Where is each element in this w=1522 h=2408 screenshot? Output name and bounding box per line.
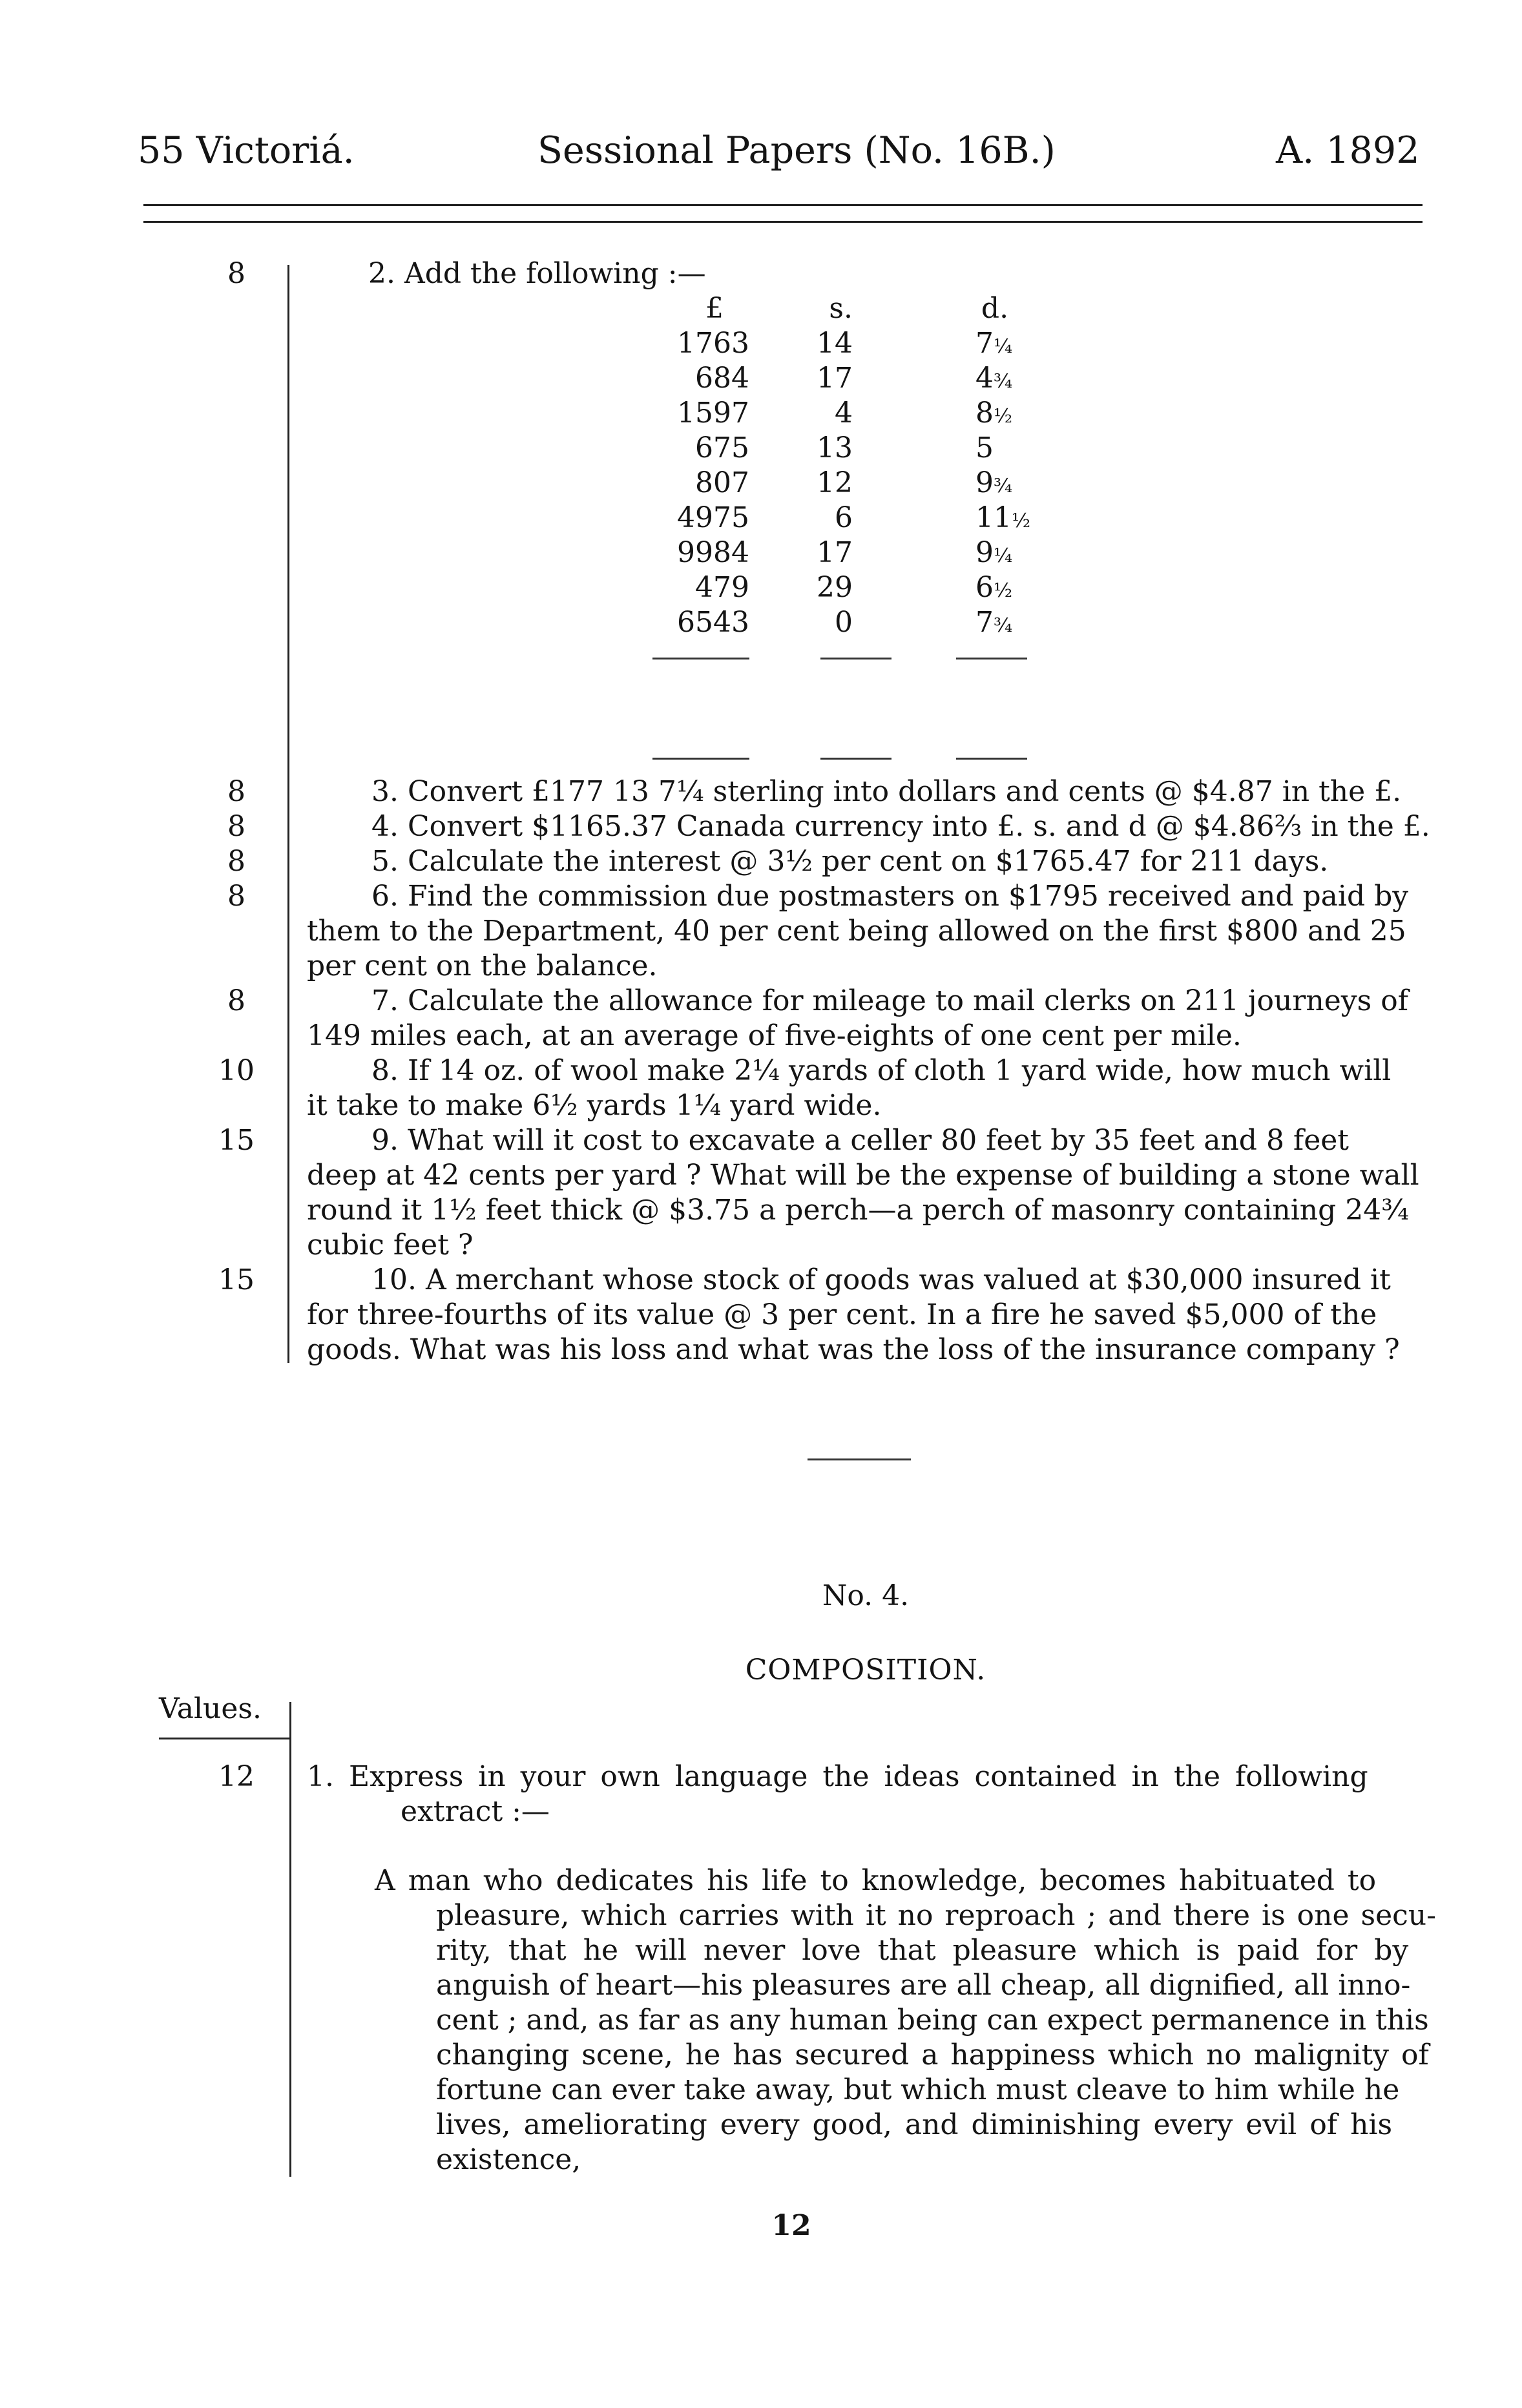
question-6: 6. Find the commission due postmasters on $1795 received and paid by xyxy=(371,880,1409,913)
question-2-title: 2. Add the following :— xyxy=(368,257,706,290)
question-6-cont: them to the Department, 40 per cent being allowed on the first $800 and 25 xyxy=(307,915,1406,948)
margin-line-section2 xyxy=(289,1702,291,2177)
margin-value: 15 xyxy=(218,1263,255,1296)
question-10: 10. A merchant whose stock of goods was valued at $30,000 insured it xyxy=(371,1263,1391,1296)
amount-pence: 9¾ xyxy=(975,466,1013,499)
margin-value: 8 xyxy=(227,984,245,1017)
section-separator xyxy=(808,1458,911,1460)
margin-value: 8 xyxy=(227,775,245,808)
margin-value: 8 xyxy=(227,845,245,878)
margin-value: 12 xyxy=(218,1760,255,1793)
values-label: Values. xyxy=(159,1692,262,1725)
total-rule-pounds xyxy=(652,758,749,760)
extract-line: existence, xyxy=(436,2143,581,2176)
amount-shillings: 14 xyxy=(817,327,853,360)
amount-pounds: 4975 xyxy=(677,501,749,534)
page-number: 12 xyxy=(771,2209,811,2242)
amount-shillings: 29 xyxy=(817,571,853,604)
amount-pounds: 675 xyxy=(695,431,749,464)
extract-line: anguish of heart—his pleasures are all cheap, all dignified, all inno- xyxy=(436,1969,1411,2002)
col-header-shillings: s. xyxy=(829,292,853,325)
margin-value: 15 xyxy=(218,1124,255,1157)
amount-pounds: 1763 xyxy=(677,327,749,360)
header-rule-top xyxy=(143,204,1423,206)
amount-pounds: 807 xyxy=(695,466,749,499)
total-rule-pence xyxy=(956,758,1027,760)
question-9-cont: deep at 42 cents per yard ? What will be the expense of building a stone wall xyxy=(307,1159,1419,1192)
margin-value: 10 xyxy=(218,1054,255,1087)
amount-pence: 8½ xyxy=(975,397,1013,430)
amount-pence: 5 xyxy=(975,431,994,464)
extract-line: cent ; and, as far as any human being can expect permanence in this xyxy=(436,2004,1429,2037)
amount-pence: 11½ xyxy=(975,501,1031,534)
amount-shillings: 17 xyxy=(817,362,853,395)
amount-pounds: 1597 xyxy=(677,397,749,430)
amount-shillings: 0 xyxy=(835,606,853,639)
amount-pounds: 479 xyxy=(695,571,749,604)
question-10-cont: goods. What was his loss and what was the loss of the insurance company ? xyxy=(307,1333,1400,1366)
amount-pounds: 6543 xyxy=(677,606,749,639)
margin-value: 8 xyxy=(227,810,245,843)
amount-pence: 7¾ xyxy=(975,606,1013,639)
extract-line: rity, that he will never love that pleasure which is paid for by xyxy=(436,1934,1409,1967)
question-8-cont: it take to make 6½ yards 1¼ yard wide. xyxy=(307,1089,882,1122)
section-number: No. 4. xyxy=(822,1579,910,1612)
values-rule xyxy=(159,1738,289,1739)
question-7-cont: 149 miles each, at an average of five-eights of one cent per mile. xyxy=(307,1019,1242,1052)
amount-pence: 6½ xyxy=(975,571,1013,604)
amount-shillings: 12 xyxy=(817,466,853,499)
extract-line: pleasure, which carries with it no reproach ; and there is one secu- xyxy=(436,1899,1436,1932)
extract-line: A man who dedicates his life to knowledge, becomes habituated to xyxy=(375,1864,1377,1897)
margin-value: 8 xyxy=(227,880,245,913)
composition-question-1: 1. Express in your own language the ideas contained in the following xyxy=(307,1760,1368,1793)
question-9: 9. What will it cost to excavate a celler 80 feet by 35 feet and 8 feet xyxy=(371,1124,1349,1157)
extract-line: changing scene, he has secured a happiness which no malignity of xyxy=(436,2039,1429,2071)
sum-rule-pounds xyxy=(652,658,749,659)
total-rule-shillings xyxy=(820,758,891,760)
section-title: COMPOSITION. xyxy=(745,1654,986,1687)
amount-pounds: 9984 xyxy=(677,536,749,569)
question-7: 7. Calculate the allowance for mileage to mail clerks on 211 journeys of xyxy=(371,984,1408,1017)
question-8: 8. If 14 oz. of wool make 2¼ yards of cloth 1 yard wide, how much will xyxy=(371,1054,1392,1087)
col-header-pence: d. xyxy=(981,292,1009,325)
composition-question-1-cont: extract :— xyxy=(401,1795,550,1828)
header-right: A. 1892 xyxy=(1276,129,1420,172)
amount-pounds: 684 xyxy=(695,362,749,395)
margin-value: 8 xyxy=(227,257,245,290)
amount-pence: 7¼ xyxy=(975,327,1013,360)
header-rule-bottom xyxy=(143,221,1423,223)
question-3: 3. Convert £177 13 7¼ sterling into dollars and cents @ $4.87 in the £. xyxy=(371,775,1402,808)
sum-rule-pence xyxy=(956,658,1027,659)
amount-shillings: 6 xyxy=(835,501,853,534)
amount-shillings: 4 xyxy=(835,397,853,430)
header-center: Sessional Papers (No. 16B.) xyxy=(537,129,1056,172)
question-10-cont: for three-fourths of its value @ 3 per cent. In a fire he saved $5,000 of the xyxy=(307,1298,1377,1331)
extract-line: fortune can ever take away, but which must cleave to him while he xyxy=(436,2073,1400,2106)
header-left: 55 Victoriá. xyxy=(138,129,355,172)
question-9-cont: cubic feet ? xyxy=(307,1229,474,1261)
sum-rule-shillings xyxy=(820,658,891,659)
col-header-pounds: £ xyxy=(705,292,724,325)
question-4: 4. Convert $1165.37 Canada currency into £. s. and d @ $4.86⅔ in the £. xyxy=(371,810,1430,843)
extract-line: lives, ameliorating every good, and diminishing every evil of his xyxy=(436,2108,1393,2141)
amount-shillings: 17 xyxy=(817,536,853,569)
question-6-cont: per cent on the balance. xyxy=(307,950,658,982)
question-9-cont: round it 1½ feet thick @ $3.75 a perch—a perch of masonry containing 24¾ xyxy=(307,1194,1409,1227)
question-5: 5. Calculate the interest @ 3½ per cent on $1765.47 for 211 days. xyxy=(371,845,1329,878)
amount-shillings: 13 xyxy=(817,431,853,464)
amount-pence: 9¼ xyxy=(975,536,1013,569)
amount-pence: 4¾ xyxy=(975,362,1013,395)
